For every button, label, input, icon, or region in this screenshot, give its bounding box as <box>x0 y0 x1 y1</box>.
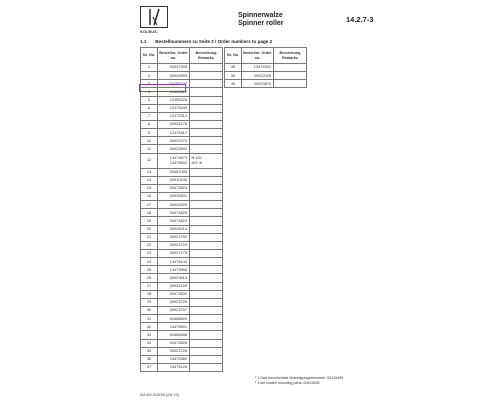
row-remark <box>190 363 223 371</box>
order-number: 00028159 <box>158 282 190 290</box>
table-row <box>141 104 223 112</box>
order-number: 13476144 <box>158 258 190 266</box>
table-row <box>141 323 223 331</box>
row-number: 21 <box>141 233 158 241</box>
row-number: 37 <box>141 363 158 371</box>
logo-text: KOLBUS. <box>140 30 159 34</box>
row-number: 20 <box>141 225 158 233</box>
footnote <box>255 376 343 386</box>
table-row <box>141 225 223 233</box>
row-number: 25 <box>141 266 158 274</box>
row-remark <box>190 217 223 225</box>
table-row <box>141 241 223 249</box>
order-number: 13475124¹ <box>158 80 190 88</box>
order-number: 00022070 <box>158 137 190 145</box>
table-row <box>141 153 223 168</box>
table-row <box>225 72 307 80</box>
table-row <box>141 306 223 314</box>
row-remark <box>274 72 307 80</box>
table-row <box>141 176 223 184</box>
table-row <box>225 64 307 72</box>
row-remark <box>190 112 223 120</box>
row-number: 4 <box>141 88 158 96</box>
table-row <box>141 217 223 225</box>
row-remark <box>190 184 223 192</box>
row-number: 13 <box>141 168 158 176</box>
row-number: 14 <box>141 176 158 184</box>
row-remark <box>190 88 223 96</box>
row-number: 33 <box>141 331 158 339</box>
table-row <box>141 137 223 145</box>
table-row <box>225 80 307 88</box>
section-number: 1.1 <box>140 39 147 44</box>
table-row <box>141 282 223 290</box>
row-remark <box>190 64 223 72</box>
row-remark <box>190 120 223 128</box>
row-remark: ➔ 102 103 ➔ <box>190 153 223 168</box>
table-row <box>141 233 223 241</box>
row-remark <box>190 331 223 339</box>
row-number: 7 <box>141 112 158 120</box>
table-row <box>141 192 223 200</box>
row-remark <box>190 315 223 323</box>
column-header-remarks: Bemerkung Remarks <box>274 48 307 64</box>
row-remark <box>274 80 307 88</box>
table-row <box>141 184 223 192</box>
table-row <box>141 201 223 209</box>
row-number: 12 <box>141 153 158 168</box>
row-remark <box>190 241 223 249</box>
order-number: 00458810 <box>158 88 190 96</box>
row-remark <box>190 80 223 88</box>
footnote-english: ¹ 1 set coated mounting parts: 00415495 <box>255 381 320 385</box>
order-number: 00028214 <box>158 225 190 233</box>
table-row <box>141 355 223 363</box>
column-header-nr: Nr. No. <box>141 48 158 64</box>
table-row <box>141 145 223 153</box>
order-number: 00026309 <box>158 201 190 209</box>
row-remark <box>190 233 223 241</box>
row-number: 40 <box>225 80 242 88</box>
order-number: 13473879 13475602 <box>158 153 190 168</box>
row-number: 23 <box>141 249 158 257</box>
order-number: 00023728 <box>158 347 190 355</box>
row-remark <box>190 137 223 145</box>
row-remark <box>190 274 223 282</box>
title-english: Spinner roller <box>238 20 284 27</box>
row-number: 30 <box>141 306 158 314</box>
table-row <box>141 168 223 176</box>
table-row <box>141 64 223 72</box>
order-number: 00473828 <box>158 339 190 347</box>
section-heading <box>140 39 272 44</box>
row-number: 10 <box>141 137 158 145</box>
row-remark <box>190 145 223 153</box>
row-number: 3 <box>141 80 158 88</box>
row-number: 35 <box>141 347 158 355</box>
order-number: 12473312 <box>158 112 190 120</box>
order-number: 00473823 <box>158 184 190 192</box>
row-number: 24 <box>141 258 158 266</box>
order-number: 00010136 <box>158 176 190 184</box>
order-number: 00458809 <box>158 315 190 323</box>
table-row <box>141 331 223 339</box>
order-number: 00027175 <box>158 249 190 257</box>
row-number: 34 <box>141 339 158 347</box>
table-row <box>141 347 223 355</box>
footer-code: KM 600 2010/08 (201 VS) <box>140 393 180 397</box>
column-header-nr: Nr. No. <box>225 48 242 64</box>
table-row <box>141 249 223 257</box>
row-remark <box>274 64 307 72</box>
order-number: 12473249 <box>158 104 190 112</box>
row-number: 18 <box>141 209 158 217</box>
row-remark <box>190 209 223 217</box>
row-remark <box>190 298 223 306</box>
row-number: 11 <box>141 145 158 153</box>
table-row <box>141 72 223 80</box>
table-row <box>141 96 223 104</box>
row-number: 16 <box>141 192 158 200</box>
row-remark <box>190 201 223 209</box>
order-number: 00022026 <box>242 72 274 80</box>
section-title: Bestellnummern zu Seite 2 / Order numbers to page 2 <box>155 39 273 44</box>
row-number: 28 <box>141 290 158 298</box>
row-remark <box>190 176 223 184</box>
row-number: 22 <box>141 241 158 249</box>
order-number: 00473825 <box>158 209 190 217</box>
row-remark <box>190 129 223 137</box>
row-remark <box>190 339 223 347</box>
parts-table-right <box>224 47 307 88</box>
row-number: 6 <box>141 104 158 112</box>
row-remark <box>190 96 223 104</box>
column-header-order: Bestellnr. Order no. <box>158 48 190 64</box>
order-number: 13473389 <box>158 355 190 363</box>
table-row <box>141 298 223 306</box>
row-number: 9 <box>141 129 158 137</box>
row-remark <box>190 290 223 298</box>
order-number: 00023870 <box>242 80 274 88</box>
row-number: 29 <box>141 298 158 306</box>
order-number: 00023613 <box>158 274 190 282</box>
row-remark <box>190 192 223 200</box>
row-number: 5 <box>141 96 158 104</box>
table-row <box>141 315 223 323</box>
row-number: 19 <box>141 217 158 225</box>
parts-table-left <box>140 47 223 372</box>
table-row <box>141 363 223 371</box>
row-number: 27 <box>141 282 158 290</box>
row-number: 26 <box>141 274 158 282</box>
document-title <box>238 12 284 28</box>
order-number: 13473998 <box>158 266 190 274</box>
row-remark <box>190 249 223 257</box>
row-remark <box>190 72 223 80</box>
row-number: 1 <box>141 64 158 72</box>
logo-mark-icon <box>141 7 167 27</box>
table-row <box>141 266 223 274</box>
row-remark <box>190 104 223 112</box>
column-header-order: Bestellnr. Order no. <box>242 48 274 64</box>
row-remark <box>190 258 223 266</box>
row-remark <box>190 282 223 290</box>
order-number: 12455326 <box>158 96 190 104</box>
order-number: 00023725 <box>158 298 190 306</box>
row-remark <box>190 323 223 331</box>
row-number: 38 <box>225 64 242 72</box>
order-number: 00473830 <box>158 290 190 298</box>
order-number: 00458488 <box>158 331 190 339</box>
order-number: 00473824 <box>158 217 190 225</box>
table-row <box>141 274 223 282</box>
order-number: 00026501 <box>158 192 190 200</box>
table-row <box>141 120 223 128</box>
row-number: 31 <box>141 315 158 323</box>
order-number: 00047908 <box>158 64 190 72</box>
table-row <box>141 258 223 266</box>
order-number: 12473317 <box>158 129 190 137</box>
kolbus-logo <box>140 6 168 28</box>
order-number: 13475331 <box>242 64 274 72</box>
title-german: Spinnerwalze <box>238 12 283 19</box>
table-row <box>141 290 223 298</box>
table-row <box>141 339 223 347</box>
order-number: 00023723 <box>158 241 190 249</box>
row-remark <box>190 168 223 176</box>
row-3-highlight <box>139 84 186 92</box>
order-number: 13475126 <box>158 363 190 371</box>
order-number: 13475591 <box>158 323 190 331</box>
row-remark <box>190 266 223 274</box>
row-number: 32 <box>141 323 158 331</box>
order-number: 00457095 <box>158 168 190 176</box>
row-number: 17 <box>141 201 158 209</box>
order-number: 00023750 <box>158 233 190 241</box>
table-row <box>141 129 223 137</box>
column-header-remarks: Bemerkung Remarks <box>190 48 223 64</box>
row-number: 36 <box>141 355 158 363</box>
order-number: 00023592 <box>158 145 190 153</box>
row-number: 39 <box>225 72 242 80</box>
row-remark <box>190 306 223 314</box>
row-remark <box>190 355 223 363</box>
row-number: 8 <box>141 120 158 128</box>
order-number: 00049993 <box>158 72 190 80</box>
document-number: 14.2.7-3 <box>346 15 374 24</box>
row-number: 2 <box>141 72 158 80</box>
row-remark <box>190 347 223 355</box>
order-number: 00023757 <box>158 306 190 314</box>
footnote-german: ¹ 1 Satz beschichtete Befestigungselemente: 00415495 <box>255 376 344 380</box>
order-number: 00026178 <box>158 120 190 128</box>
document-page <box>128 0 388 400</box>
table-row <box>141 209 223 217</box>
row-remark <box>190 225 223 233</box>
row-number: 15 <box>141 184 158 192</box>
table-row <box>141 112 223 120</box>
